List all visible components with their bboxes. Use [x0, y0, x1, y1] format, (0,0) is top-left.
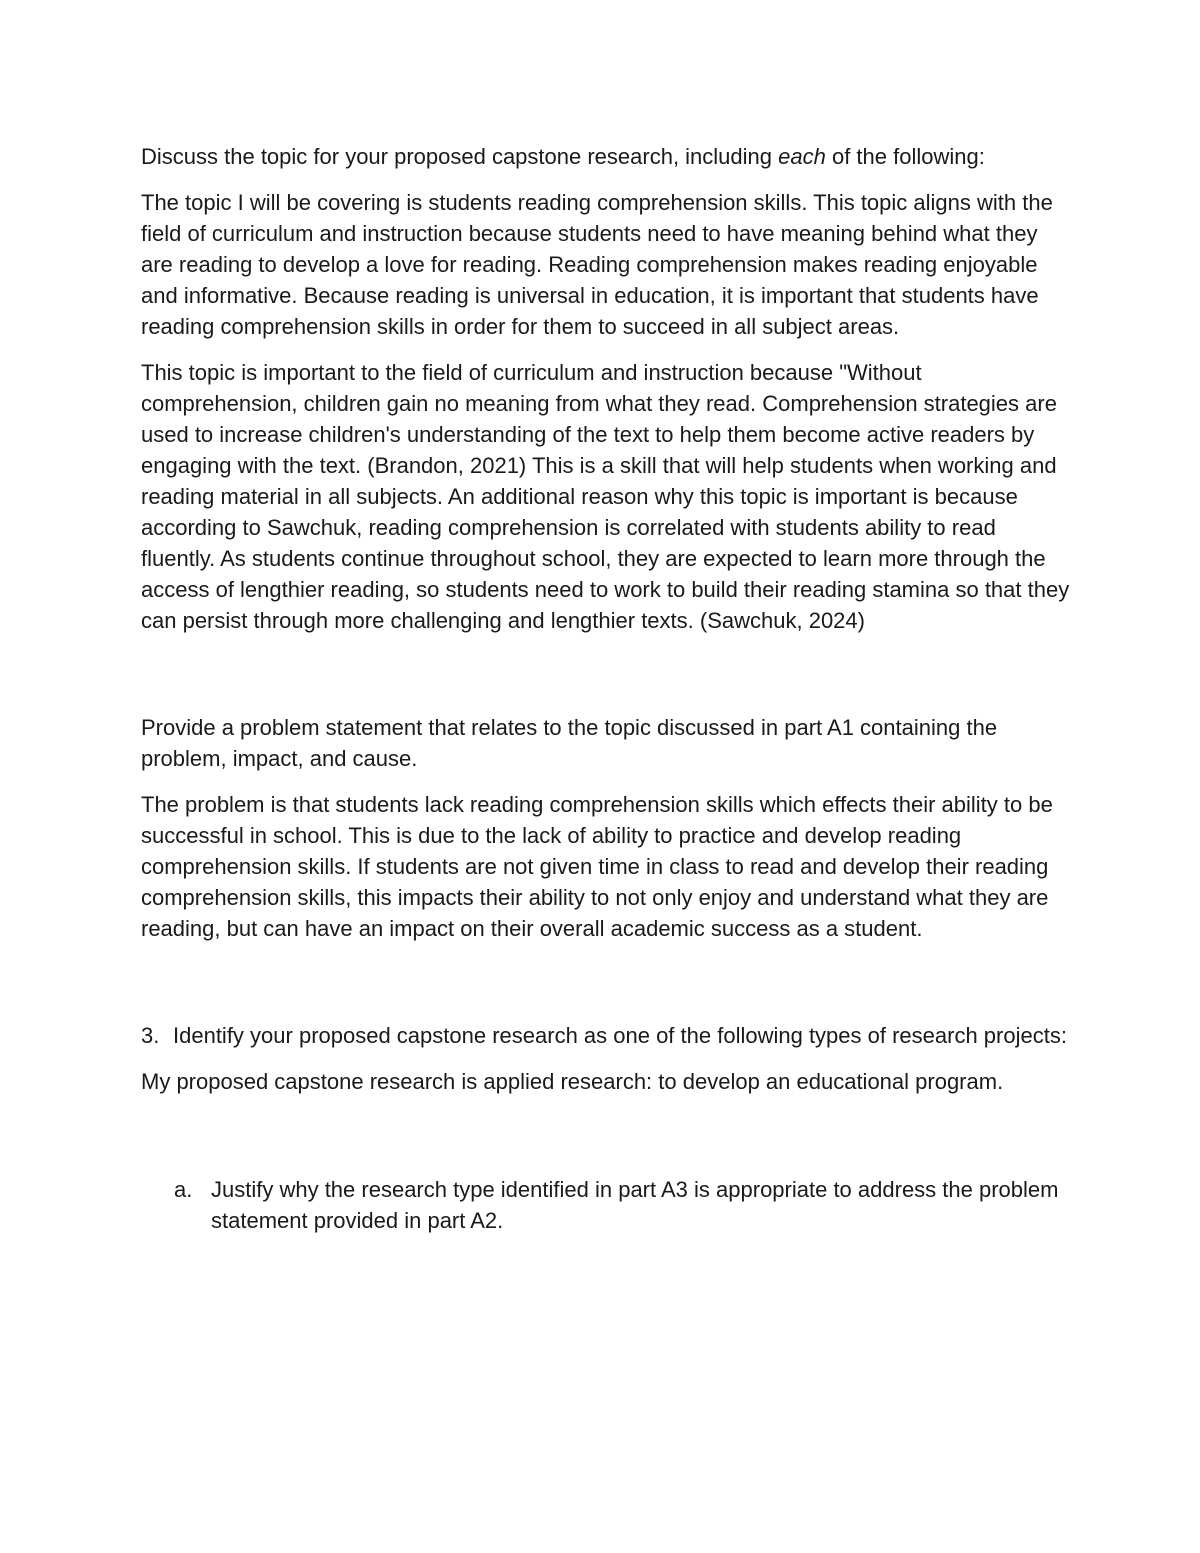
- a3a-prompt: [141, 1174, 1071, 1236]
- a2-paragraph-problem: The problem is that students lack reading comprehension skills which effects their ability to be successful in school. This is due to the lack of ability to practice and develop reading comprehension skills. If students are not given time in class to read and develop their reading comprehension skills, this impacts their ability to not only enjoy and understand what they are reading, but can have an impact on their overall academic success as a student.: [141, 792, 1053, 941]
- a3-answer: My proposed capstone research is applied research: to develop an educational program.: [141, 1069, 1004, 1094]
- document-body: [141, 141, 1071, 1251]
- a2-prompt: Provide a problem statement that relates to the topic discussed in part A1 containing the problem, impact, and cause.: [141, 715, 998, 771]
- spacer: [141, 651, 1071, 712]
- a3a-prompt-text: Justify why the research type identified in part A3 is appropriate to address the problem statement provided in part A2.: [211, 1177, 1059, 1233]
- a3a-marker: a.: [174, 1177, 193, 1202]
- spacer: [141, 959, 1071, 1020]
- a1-paragraph-topic: The topic I will be covering is students reading comprehension skills. This topic aligns with the field of curriculum and instruction because students need to have meaning behind what they are reading to develop a love for reading. Reading comprehension makes reading enjoyable and informative. Because reading is universal in education, it is important that students have reading comprehension skills in order for them to succeed in all subject areas.: [141, 190, 1053, 339]
- a1-prompt-text-after: of the following:: [825, 144, 985, 169]
- spacer: [141, 1112, 1071, 1174]
- a1-paragraph-importance: This topic is important to the field of curriculum and instruction because "Without comprehension, children gain no meaning from what they read. Comprehension strategies are used to increase children's understanding of the text to help them become active readers by engaging with the text. (Brandon, 2021) This is a skill that will help students when working and reading material in all subjects. An additional reason why this topic is important is because according to Sawchuk, reading comprehension is correlated with students ability to read fluently. As students continue throughout school, they are expected to learn more through the access of lengthier reading, so students need to work to build their reading stamina so that they can persist through more challenging and lengthier texts. (Sawchuk, 2024): [141, 360, 1070, 633]
- a3-prompt-text: Identify your proposed capstone research as one of the following types of research projects:: [173, 1023, 1067, 1048]
- a3-prompt: [141, 1020, 1071, 1051]
- a1-prompt: [141, 141, 1071, 172]
- a3-number: 3.: [141, 1023, 160, 1048]
- a1-prompt-text-before: Discuss the topic for your proposed capstone research, including: [141, 144, 779, 169]
- a1-prompt-emphasis: each: [778, 144, 826, 169]
